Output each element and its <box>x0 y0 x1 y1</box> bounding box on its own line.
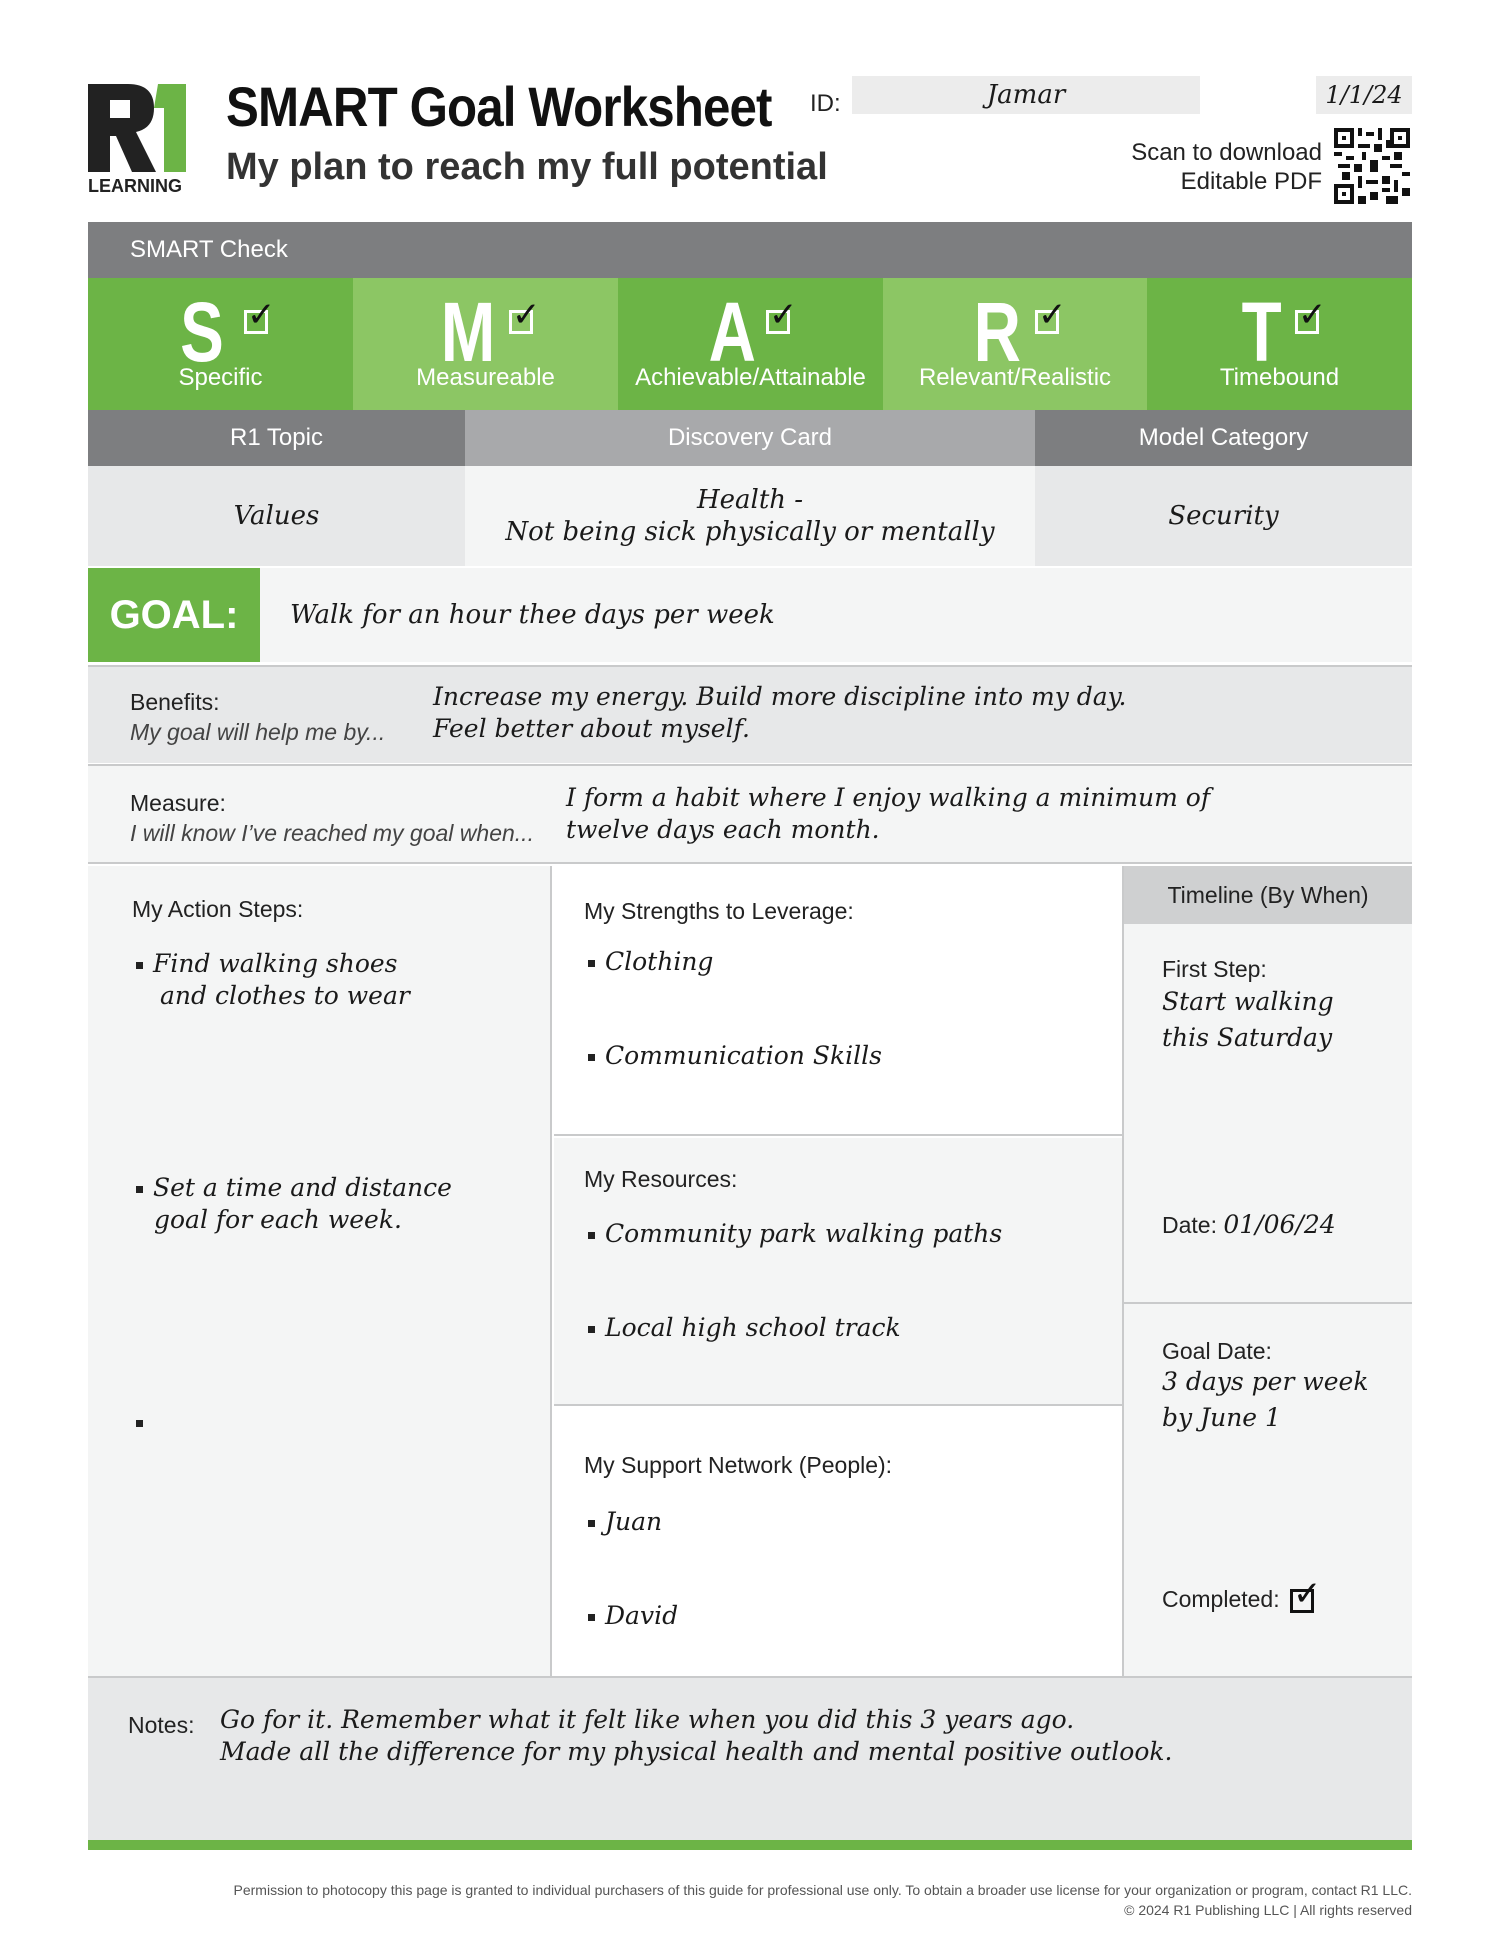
smart-letter: M <box>440 285 495 379</box>
smart-label: Relevant/Realistic <box>918 364 1112 391</box>
bullet-icon <box>136 1186 143 1193</box>
logo-sub: LEARNING <box>88 176 182 194</box>
page-subtitle: My plan to reach my full potential <box>226 146 828 188</box>
goal-field[interactable]: Walk for an hour thee days per week <box>260 568 1412 662</box>
footer-copyright: © 2024 R1 Publishing LLC | All rights reserved <box>1124 1902 1412 1918</box>
strength-item[interactable]: Communication Skills <box>588 1040 882 1072</box>
goal-date-line-2: by June 1 <box>1162 1403 1281 1432</box>
first-step-field[interactable] <box>1162 984 1334 1056</box>
footer <box>88 1880 1412 1920</box>
achievable-checkbox[interactable] <box>766 310 790 334</box>
action-steps-title: My Action Steps: <box>132 896 304 922</box>
benefits-sublabel: My goal will help me by... <box>130 719 386 745</box>
date-field[interactable]: 1/1/24 <box>1316 76 1412 114</box>
specific-checkbox[interactable] <box>244 310 268 334</box>
measure-row <box>88 764 1412 864</box>
measure-line-1: I form a habit where I enjoy walking a minimum of <box>566 783 1211 812</box>
benefits-row <box>88 665 1412 763</box>
footer-permission: Permission to photocopy this page is granted to individual purchasers of this guide for professional use only. To obtain a broader use license for your organization or program, contact R1 LLC. <box>233 1882 1412 1898</box>
bullet-icon <box>588 1054 595 1061</box>
r1-topic-header: R1 Topic <box>88 410 465 466</box>
timeline-title: Timeline (By When) <box>1124 866 1412 924</box>
smart-label: Measureable <box>416 364 555 391</box>
benefits-line-1: Increase my energy. Build more discipline into my day. <box>433 682 1127 711</box>
bullet-icon <box>588 960 595 967</box>
support-title: My Support Network (People): <box>584 1452 893 1478</box>
support-panel <box>554 1408 1122 1676</box>
resources-panel <box>554 1138 1122 1406</box>
date-field[interactable]: 01/06/24 <box>1223 1210 1336 1239</box>
notes-panel <box>88 1676 1412 1840</box>
strength-item[interactable]: Clothing <box>588 946 713 978</box>
bullet-icon <box>588 1520 595 1527</box>
action-step-item[interactable]: Set a time and distance goal for each week. <box>136 1172 452 1236</box>
measure-label: Measure: <box>130 790 226 816</box>
date-label: Date: <box>1162 1212 1217 1238</box>
scan-line-2: Editable PDF <box>1180 168 1322 195</box>
model-category-value[interactable]: Security <box>1035 466 1412 566</box>
notes-field[interactable] <box>220 1704 1172 1768</box>
smart-cell-achievable <box>618 278 883 410</box>
benefits-line-2: Feel better about myself. <box>433 714 750 743</box>
strengths-panel <box>554 866 1122 1136</box>
smart-letter: A <box>708 285 757 379</box>
smart-check-header: SMART Check <box>88 222 1412 278</box>
benefits-field[interactable] <box>433 681 1126 745</box>
smart-label: Achievable/Attainable <box>635 364 866 391</box>
scan-to-download <box>1080 138 1322 196</box>
bullet-icon <box>136 962 143 969</box>
measure-field[interactable] <box>566 782 1210 846</box>
smart-letter: S <box>180 285 225 379</box>
smart-letter: R <box>973 285 1021 379</box>
notes-label: Notes: <box>128 1712 195 1738</box>
goal-date-label: Goal Date: <box>1162 1338 1272 1364</box>
measure-sublabel: I will know I’ve reached my goal when... <box>130 820 534 846</box>
smart-cell-timebound <box>1147 278 1412 410</box>
r1-learning-logo <box>88 76 200 194</box>
r1-topic-value[interactable]: Values <box>88 466 465 566</box>
support-item[interactable]: David <box>588 1600 678 1632</box>
smart-letter: T <box>1241 285 1282 379</box>
benefits-label: Benefits: <box>130 689 220 715</box>
qr-code-icon[interactable] <box>1334 128 1410 204</box>
relevant-checkbox[interactable] <box>1035 310 1059 334</box>
timeline-divider <box>1124 1302 1412 1304</box>
measureable-checkbox[interactable] <box>509 310 533 334</box>
model-category-header: Model Category <box>1035 410 1412 466</box>
first-step-date <box>1162 1210 1336 1239</box>
timeline-panel <box>1122 866 1412 1676</box>
strengths-title: My Strengths to Leverage: <box>584 898 854 924</box>
first-step-line-2: this Saturday <box>1162 1023 1333 1052</box>
action-step-item[interactable] <box>136 1406 153 1438</box>
smart-cell-relevant <box>883 278 1147 410</box>
smart-cell-measureable <box>353 278 618 410</box>
discovery-card-value[interactable] <box>465 466 1035 566</box>
discovery-card-line-1: Health - <box>696 485 804 515</box>
discovery-card-header: Discovery Card <box>465 410 1035 466</box>
smart-label: Timebound <box>1219 364 1340 391</box>
id-label: ID: <box>810 90 841 117</box>
scan-line-1: Scan to download <box>1131 139 1322 166</box>
first-step-label: First Step: <box>1162 956 1267 982</box>
timebound-checkbox[interactable] <box>1295 310 1319 334</box>
measure-line-2: twelve days each month. <box>566 815 880 844</box>
resource-item[interactable]: Community park walking paths <box>588 1218 1002 1250</box>
bullet-icon <box>588 1326 595 1333</box>
page-title: SMART Goal Worksheet <box>226 75 772 138</box>
goal-label: GOAL: <box>88 568 260 662</box>
id-field[interactable]: Jamar <box>852 76 1200 114</box>
footer-divider <box>88 1840 1412 1850</box>
completed-label: Completed: <box>1162 1586 1280 1612</box>
discovery-card-line-2: Not being sick physically or mentally <box>505 517 995 547</box>
goal-date-line-1: 3 days per week <box>1162 1367 1369 1396</box>
bullet-icon <box>588 1614 595 1621</box>
first-step-line-1: Start walking <box>1162 987 1334 1016</box>
resources-title: My Resources: <box>584 1166 738 1192</box>
completed-checkbox[interactable] <box>1290 1589 1314 1613</box>
notes-line-2: Made all the difference for my physical health and mental positive outlook. <box>220 1737 1173 1766</box>
bullet-icon <box>136 1420 143 1427</box>
smart-cell-specific <box>88 278 353 410</box>
bullet-icon <box>588 1232 595 1239</box>
action-steps-panel <box>88 866 552 1676</box>
action-step-item[interactable]: Find walking shoes and clothes to wear <box>136 948 410 1012</box>
smart-label: Specific <box>178 364 263 391</box>
notes-line-1: Go for it. Remember what it felt like when you did this 3 years ago. <box>220 1705 1075 1734</box>
resource-item[interactable]: Local high school track <box>588 1312 901 1344</box>
goal-date-field[interactable] <box>1162 1364 1369 1436</box>
completed-row <box>1162 1586 1314 1613</box>
support-item[interactable]: Juan <box>588 1506 662 1538</box>
